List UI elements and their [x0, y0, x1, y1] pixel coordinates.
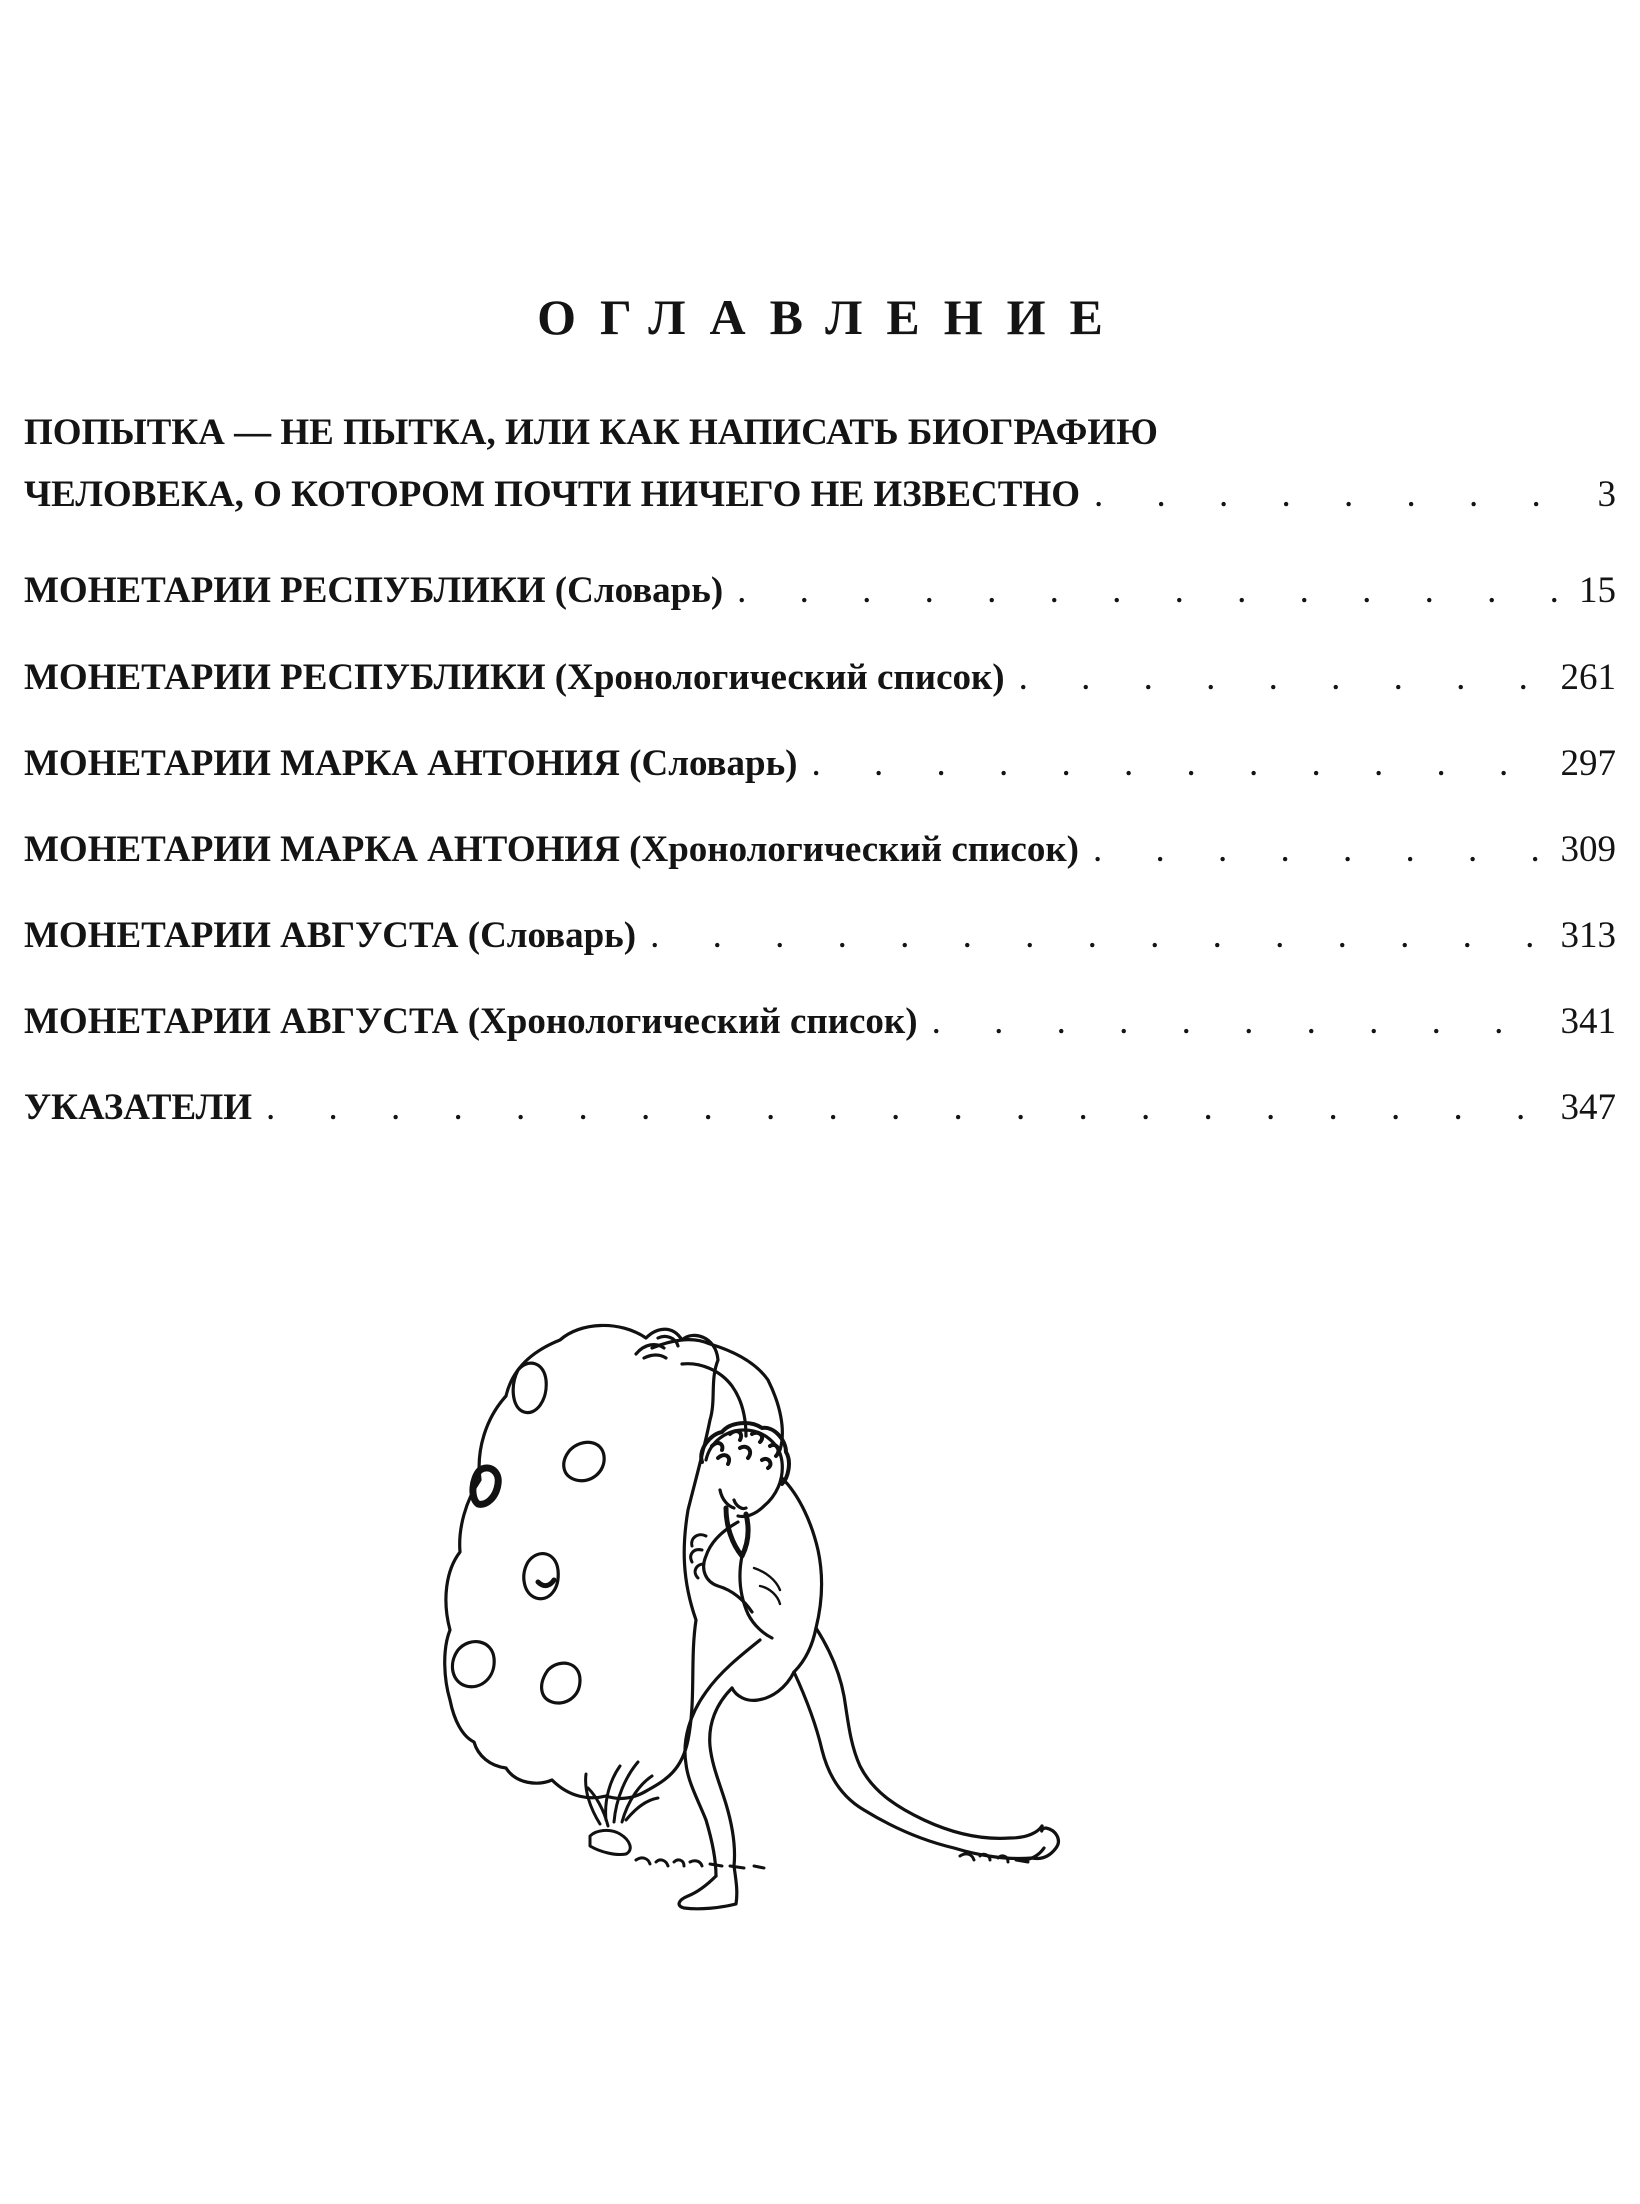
- figure-ribs: [754, 1568, 780, 1604]
- leader-dots: [266, 1077, 1547, 1139]
- boulder-hole: [524, 1554, 558, 1599]
- figure-face: [720, 1490, 746, 1509]
- figure-arm-push: [704, 1522, 752, 1612]
- toc-page-number: 3: [1597, 474, 1616, 515]
- toc-entry-5[interactable]: [24, 819, 1616, 881]
- boulder-hole: [564, 1442, 604, 1480]
- sisyphus-pushing-boulder-drawing: [420, 1300, 1220, 2000]
- toc-page-number: 261: [1560, 657, 1616, 698]
- toc-entry-title: МОНЕТАРИИ АВГУСТА (Хронологический список): [24, 1001, 918, 1042]
- boulder-hole: [513, 1363, 546, 1412]
- toc-entry-title: УКАЗАТЕЛИ: [24, 1087, 252, 1128]
- grass-tuft: [586, 1762, 658, 1826]
- leader-dots: [737, 560, 1565, 622]
- toc-entry-line-1: [24, 402, 1616, 464]
- figure-forward-leg-inner: [710, 1688, 735, 1866]
- toc-page-number: 309: [1560, 829, 1616, 870]
- toc-entry-title: МОНЕТАРИИ АВГУСТА (Словарь): [24, 915, 637, 956]
- toc-entry-title: ЧЕЛОВЕКА, О КОТОРОМ ПОЧТИ НИЧЕГО НЕ ИЗВЕСТНО: [24, 474, 1080, 515]
- figure-back-leg: [816, 1628, 1042, 1838]
- toc-entry-3[interactable]: [24, 647, 1616, 709]
- toc-page-number: 15: [1579, 570, 1616, 611]
- leader-dots: [1093, 819, 1547, 881]
- boulder-hole: [452, 1642, 494, 1687]
- toc-page-number: 341: [1560, 1001, 1616, 1042]
- figure-forward-leg: [685, 1640, 760, 1876]
- grass-tuft: [590, 1830, 630, 1854]
- boulder-outline: [445, 1325, 718, 1798]
- toc-entry-title: МОНЕТАРИИ МАРКА АНТОНИЯ (Словарь): [24, 743, 798, 784]
- boulder-hole: [542, 1663, 580, 1703]
- toc-entry-1[interactable]: [24, 402, 1616, 526]
- toc-entry-7[interactable]: [24, 991, 1616, 1053]
- figure-forward-foot: [679, 1866, 737, 1909]
- leader-dots: [1019, 647, 1547, 709]
- figure-back: [782, 1478, 822, 1672]
- toc-entry-4[interactable]: [24, 733, 1616, 795]
- toc-entry-title: МОНЕТАРИИ РЕСПУБЛИКИ (Словарь): [24, 570, 724, 611]
- page-title: ОГЛАВЛЕНИЕ: [537, 289, 1127, 345]
- toc-page-number: 347: [1560, 1087, 1616, 1128]
- leader-dots: [812, 733, 1547, 795]
- toc-entry-title: МОНЕТАРИИ РЕСПУБЛИКИ (Хронологический список): [24, 657, 1005, 698]
- toc-page-number: 297: [1560, 743, 1616, 784]
- figure-back-foot: [1026, 1826, 1058, 1860]
- ground-mark: [636, 1858, 764, 1868]
- toc-page-number: 313: [1560, 915, 1616, 956]
- figure-back-leg-inner: [794, 1672, 1032, 1859]
- boulder-hole: [538, 1580, 554, 1586]
- leader-dots: [1094, 464, 1584, 526]
- leader-dots: [932, 991, 1547, 1053]
- toc-entry-2[interactable]: [24, 560, 1616, 622]
- toc-entry-title-line1: ПОПЫТКА — НЕ ПЫТКА, ИЛИ КАК НАПИСАТЬ БИОГРАФИЮ: [24, 412, 1158, 453]
- toc-entry-line-2: [24, 464, 1616, 526]
- leader-dots: [650, 905, 1546, 967]
- toc-entry-title: МОНЕТАРИИ МАРКА АНТОНИЯ (Хронологический список): [24, 829, 1079, 870]
- toc-entry-6[interactable]: [24, 905, 1616, 967]
- figure-buttock: [732, 1672, 794, 1700]
- toc-entry-8[interactable]: [24, 1077, 1616, 1139]
